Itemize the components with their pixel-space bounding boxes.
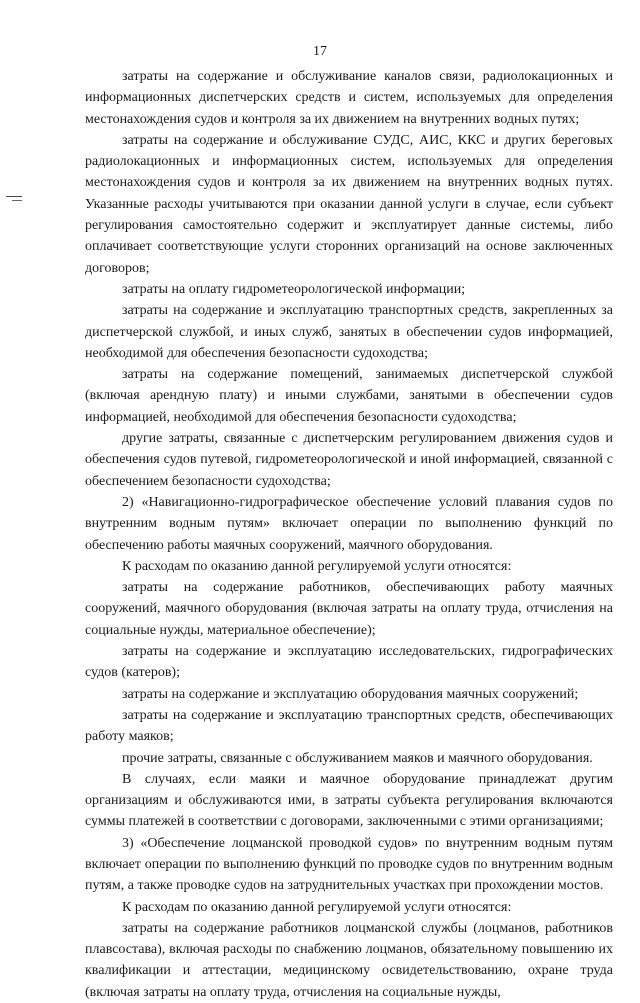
paragraph: К расходам по оказанию данной регулируемой услуги относятся: — [122, 558, 512, 574]
paragraph: 3) «Обеспечение лоцманской проводкой судов» по внутренним водным путям включает операции по выполнению функций по проводке судов по внутренним водным путям, а также проводке судов на затруднительных участках при прохождении мостов. — [85, 835, 613, 894]
paragraph: затраты на содержание работников лоцманской службы (лоцманов, работников плавсостава), включая расходы по снабжению лоцманов, обязательному повышению их квалификации и аттестации, медицинскому освидетельствованию, охране труда (включая затраты на оплату труда, отчисления на социальные нужды, — [85, 920, 613, 1000]
paragraph: К расходам по оказанию данной регулируемой услуги относятся: — [122, 899, 512, 915]
paragraph: 2) «Навигационно-гидрографическое обеспечение условий плавания судов по внутренним водным путям» включает операции по выполнению функций по обеспечению работы маячных сооружений, маячного оборудования. — [85, 494, 613, 553]
paragraph: затраты на содержание и эксплуатацию оборудования маячных сооружений; — [122, 686, 579, 702]
paragraph: В случаях, если маяки и маячное оборудование принадлежат другим организациям и обслуживаются ими, в затраты субъекта регулирования включаются суммы платежей в соответствии с договорами, заключенными с этими организациями; — [85, 771, 613, 830]
paragraph: прочие затраты, связанные с обслуживанием маяков и маячного оборудования. — [122, 750, 593, 766]
paragraph: затраты на оплату гидрометеорологической информации; — [122, 281, 466, 297]
margin-mark — [6, 196, 22, 207]
document-body — [85, 66, 613, 1003]
paragraph: затраты на содержание работников, обеспечивающих работу маячных сооружений, маячного оборудования (включая затраты на оплату труда, отчисления на социальные нужды, материальное обеспечение); — [85, 580, 613, 638]
paragraph: другие затраты, связанные с диспетчерским регулированием движения судов и обеспечения судов путевой, гидрометеорологической и иной информацией, связанной с обеспечением безопасности судоходства; — [85, 431, 613, 489]
paragraph: затраты на содержание и обслуживание каналов связи, радиолокационных и информационных диспетчерских средств и систем, используемых для определения местонахождения судов и контроля за их движением на внутренних водных путях; — [85, 69, 613, 127]
paragraph: затраты на содержание и эксплуатацию исследовательских, гидрографических судов (катеров); — [85, 644, 613, 681]
page-number: 17 — [313, 44, 327, 59]
paragraph: затраты на содержание и обслуживание СУДС, АИС, ККС и других береговых радиолокационных и информационных систем, используемых для определения местонахождения судов и контроля за их движением на внутренних водных путях. Указанные расходы учитываются при оказании данной услуги в случае, если субъект регулирования самостоятельно содержит и эксплуатирует данные системы, либо оплачивает соответствующие услуги сторонних организаций на основе заключенных договоров; — [85, 132, 613, 276]
paragraph: затраты на содержание помещений, занимаемых диспетчерской службой (включая арендную плату) и иными службами, занятыми в обеспечении судов информацией, необходимой для обеспечения безопасности судоходства; — [85, 367, 613, 425]
paragraph: затраты на содержание и эксплуатацию транспортных средств, обеспечивающих работу маяков; — [85, 707, 613, 745]
paragraph: затраты на содержание и эксплуатацию транспортных средств, закрепленных за диспетчерской службой, и иных служб, занятых в обеспечении судов информацией, необходимой для обеспечения безопасности судоходства; — [85, 303, 613, 361]
